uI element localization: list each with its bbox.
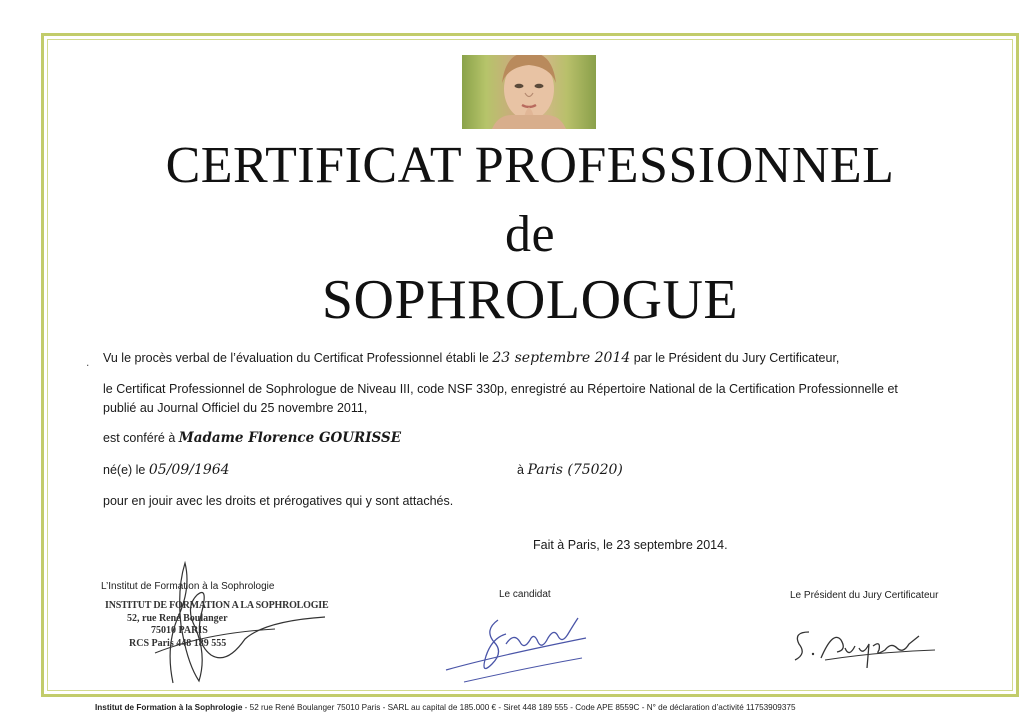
bullet-mark: . <box>86 355 90 369</box>
footer-details: - 52 rue René Boulanger 75010 Paris - SARL au capital de 185.000 € - Siret 448 189 555 - Code APE 8559C - N° de déclaration d’activité 11753909375 <box>244 703 796 712</box>
footer-legal-info <box>95 703 796 712</box>
publication-statement: publié au Journal Officiel du 25 novembre 2011, <box>103 401 368 415</box>
certificate-title-line1: CERTIFICAT PROFESSIONNEL <box>165 137 895 194</box>
stamp-line-2: 52, rue René Boulanger <box>127 612 228 624</box>
birth-prefix: né(e) le <box>103 463 146 477</box>
evaluation-text-end: par le Président du Jury Certificateur, <box>633 351 840 365</box>
evaluation-text: Vu le procès verbal de l’évaluation du Certificat Professionnel établi le <box>103 351 489 365</box>
rights-statement: pour en jouir avec les droits et prérogatives qui y sont attachés. <box>103 494 454 508</box>
conferral-line <box>103 430 401 446</box>
conferral-prefix: est conféré à <box>103 431 176 445</box>
birth-line <box>103 462 230 478</box>
institute-label: L’Institut de Formation à la Sophrologie <box>101 581 275 592</box>
stamp-line-1: INSTITUT DE FORMATION A LA SOPHROLOGIE <box>105 600 329 611</box>
birth-place: Paris (75020) <box>527 462 623 478</box>
president-label: Le Président du Jury Certificateur <box>790 590 939 601</box>
birth-date: 05/09/1964 <box>148 462 230 478</box>
president-signature <box>785 610 955 680</box>
birth-place-prefix: à <box>517 463 524 477</box>
stamp-line-3: 75010 PARIS <box>151 625 208 636</box>
done-at-statement: Fait à Paris, le 23 septembre 2014. <box>533 538 728 552</box>
recipient-name: Madame Florence GOURISSE <box>178 430 402 446</box>
evaluation-date: 23 septembre 2014 <box>492 350 631 366</box>
certification-statement: le Certificat Professionnel de Sophrologue de Niveau III, code NSF 330p, enregistré au Répertoire National de la Certification Professionnelle et <box>103 382 898 396</box>
certificate-title-line3: SOPHROLOGUE <box>321 269 739 331</box>
birth-place-line <box>517 462 623 478</box>
portrait-photo <box>462 55 596 129</box>
candidate-label: Le candidat <box>499 589 551 600</box>
footer-org-name: Institut de Formation à la Sophrologie <box>95 703 243 712</box>
candidate-signature <box>436 598 596 688</box>
institute-signature <box>135 555 335 690</box>
evaluation-statement <box>103 350 839 366</box>
certificate-title-line2: de <box>504 206 556 263</box>
stamp-line-4: RCS Paris 448 189 555 <box>129 637 227 649</box>
